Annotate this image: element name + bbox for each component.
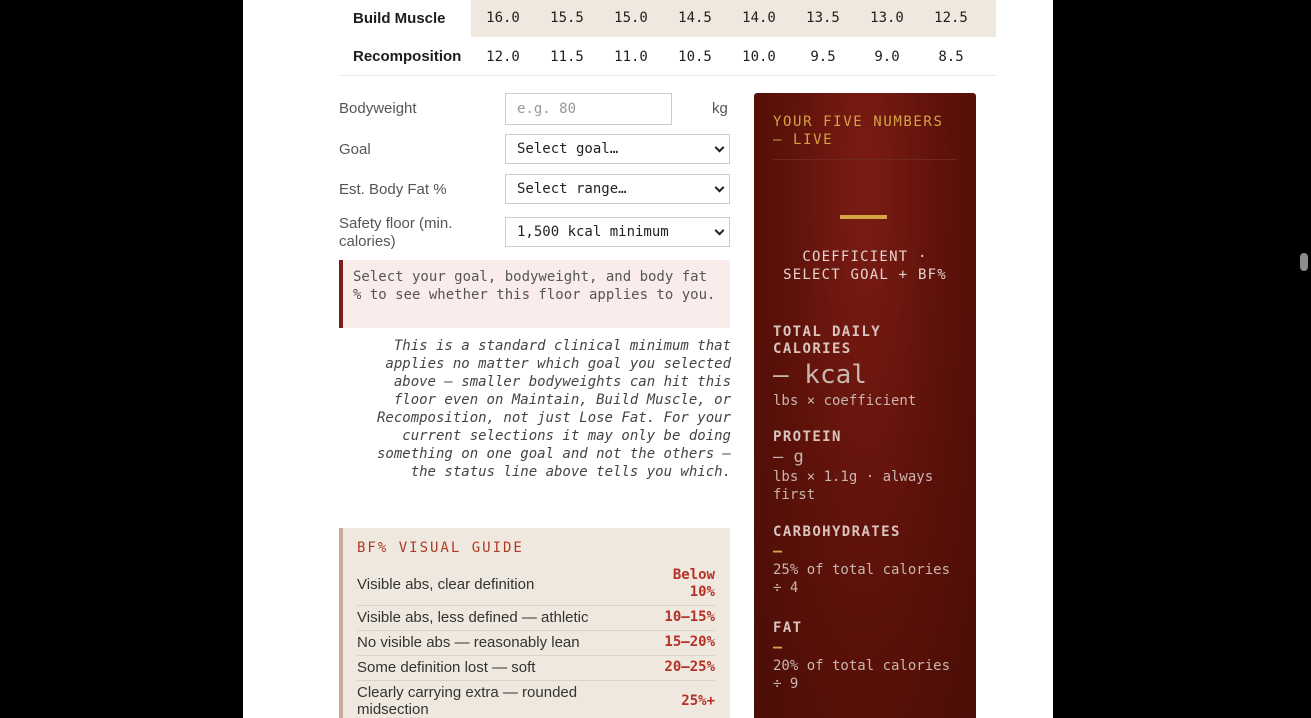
table-cell: 12.0 bbox=[486, 48, 520, 65]
accent-divider bbox=[840, 215, 887, 219]
carbs-formula: 25% of total calories ÷ 4 bbox=[773, 562, 951, 596]
table-cell: 8.5 bbox=[938, 48, 964, 65]
table-cell: 11.0 bbox=[614, 48, 648, 65]
carbs-stat bbox=[773, 524, 963, 597]
chevron-down-icon bbox=[715, 183, 725, 193]
table-cell: 15.5 bbox=[550, 10, 584, 26]
guide-row bbox=[357, 656, 715, 681]
floor-status-message: Select your goal, bodyweight, and body fat % to see whether this floor applies to you. bbox=[339, 260, 730, 328]
fat-label: FAT bbox=[773, 620, 803, 636]
guide-row-range: 15–20% bbox=[664, 634, 715, 650]
bodyfat-select[interactable] bbox=[505, 174, 730, 204]
fat-value: — bbox=[773, 638, 783, 656]
table-cell: 13.0 bbox=[870, 10, 904, 26]
calories-formula: lbs × coefficient bbox=[773, 393, 917, 409]
fat-stat bbox=[773, 620, 963, 693]
chevron-down-icon bbox=[715, 226, 725, 236]
protein-stat bbox=[773, 429, 963, 504]
chevron-down-icon bbox=[715, 143, 725, 153]
guide-row-desc: No visible abs — reasonably lean bbox=[357, 634, 580, 651]
guide-row-desc: Visible abs, less defined — athletic bbox=[357, 609, 589, 626]
goal-select[interactable] bbox=[505, 134, 730, 164]
scrollbar-thumb[interactable] bbox=[1300, 253, 1308, 271]
guide-row bbox=[357, 564, 715, 606]
bodyweight-unit: kg bbox=[712, 100, 728, 117]
panel-title: YOUR FIVE NUMBERS — LIVE bbox=[773, 113, 957, 160]
fat-formula: 20% of total calories ÷ 9 bbox=[773, 658, 951, 692]
table-cell: 11.5 bbox=[550, 48, 584, 65]
protein-label: PROTEIN bbox=[773, 429, 842, 445]
guide-row-desc: Clearly carrying extra — rounded midsection bbox=[357, 684, 578, 718]
bodyweight-input[interactable]: e.g. 80 bbox=[505, 93, 672, 125]
calories-label: TOTAL DAILY CALORIES bbox=[773, 324, 882, 357]
table-row-build-muscle bbox=[339, 0, 996, 37]
table-cell: 14.0 bbox=[742, 10, 776, 26]
guide-row bbox=[357, 631, 715, 656]
live-numbers-panel bbox=[754, 93, 976, 718]
goal-label: Goal bbox=[339, 141, 371, 158]
guide-row-desc: Some definition lost — soft bbox=[357, 659, 536, 676]
table-cell: 12.5 bbox=[934, 10, 968, 26]
table-cell: 9.0 bbox=[874, 48, 900, 65]
guide-row-range: 20–25% bbox=[664, 659, 715, 675]
row-label: Recomposition bbox=[353, 48, 462, 65]
protein-formula: lbs × 1.1g · always first bbox=[773, 469, 934, 503]
row-label: Build Muscle bbox=[353, 9, 446, 27]
table-cell: 10.0 bbox=[742, 48, 776, 65]
table-row-recomposition bbox=[339, 38, 996, 76]
calories-stat bbox=[773, 324, 963, 410]
guide-row-range: 10–15% bbox=[664, 609, 715, 625]
safety-floor-select-value: 1,500 kcal minimum bbox=[517, 224, 669, 240]
bodyfat-label: Est. Body Fat % bbox=[339, 181, 447, 198]
bodyweight-label: Bodyweight bbox=[339, 100, 417, 117]
guide-row bbox=[357, 681, 715, 718]
page-content bbox=[243, 0, 1053, 718]
table-cell: 13.5 bbox=[806, 10, 840, 26]
table-cell: 10.5 bbox=[678, 48, 712, 65]
bodyfat-select-value: Select range… bbox=[517, 181, 627, 197]
table-cell: 15.0 bbox=[614, 10, 648, 26]
carbs-value: — bbox=[773, 542, 783, 560]
guide-row-range: Below 10% bbox=[672, 567, 715, 600]
goal-select-value: Select goal… bbox=[517, 141, 619, 157]
table-cell: 9.5 bbox=[810, 48, 836, 65]
guide-row bbox=[357, 606, 715, 631]
guide-row-range: 25%+ bbox=[681, 692, 715, 709]
coefficient-readout: COEFFICIENT · SELECT GOAL + BF% bbox=[783, 249, 947, 283]
bf-visual-guide bbox=[339, 528, 730, 718]
guide-title: BF% VISUAL GUIDE bbox=[357, 540, 524, 556]
safety-floor-label: Safety floor (min. calories) bbox=[339, 215, 453, 250]
safety-floor-select[interactable] bbox=[505, 217, 730, 247]
table-cell: 14.5 bbox=[678, 10, 712, 26]
carbs-label: CARBOHYDRATES bbox=[773, 524, 901, 540]
protein-value: — g bbox=[773, 447, 804, 467]
table-cell: 16.0 bbox=[486, 10, 520, 26]
calories-value: — kcal bbox=[773, 360, 867, 390]
floor-explanation-note: This is a standard clinical minimum that applies no matter which goal you selected above — smaller bodyweights can hit this floor even on Maintain, Build Muscle, or Recomposition, not just Lose Fat. For your current selections it may only be doing something on one goal and not the others — the status line above tells you which. bbox=[376, 338, 731, 480]
guide-row-desc: Visible abs, clear definition bbox=[357, 575, 535, 593]
